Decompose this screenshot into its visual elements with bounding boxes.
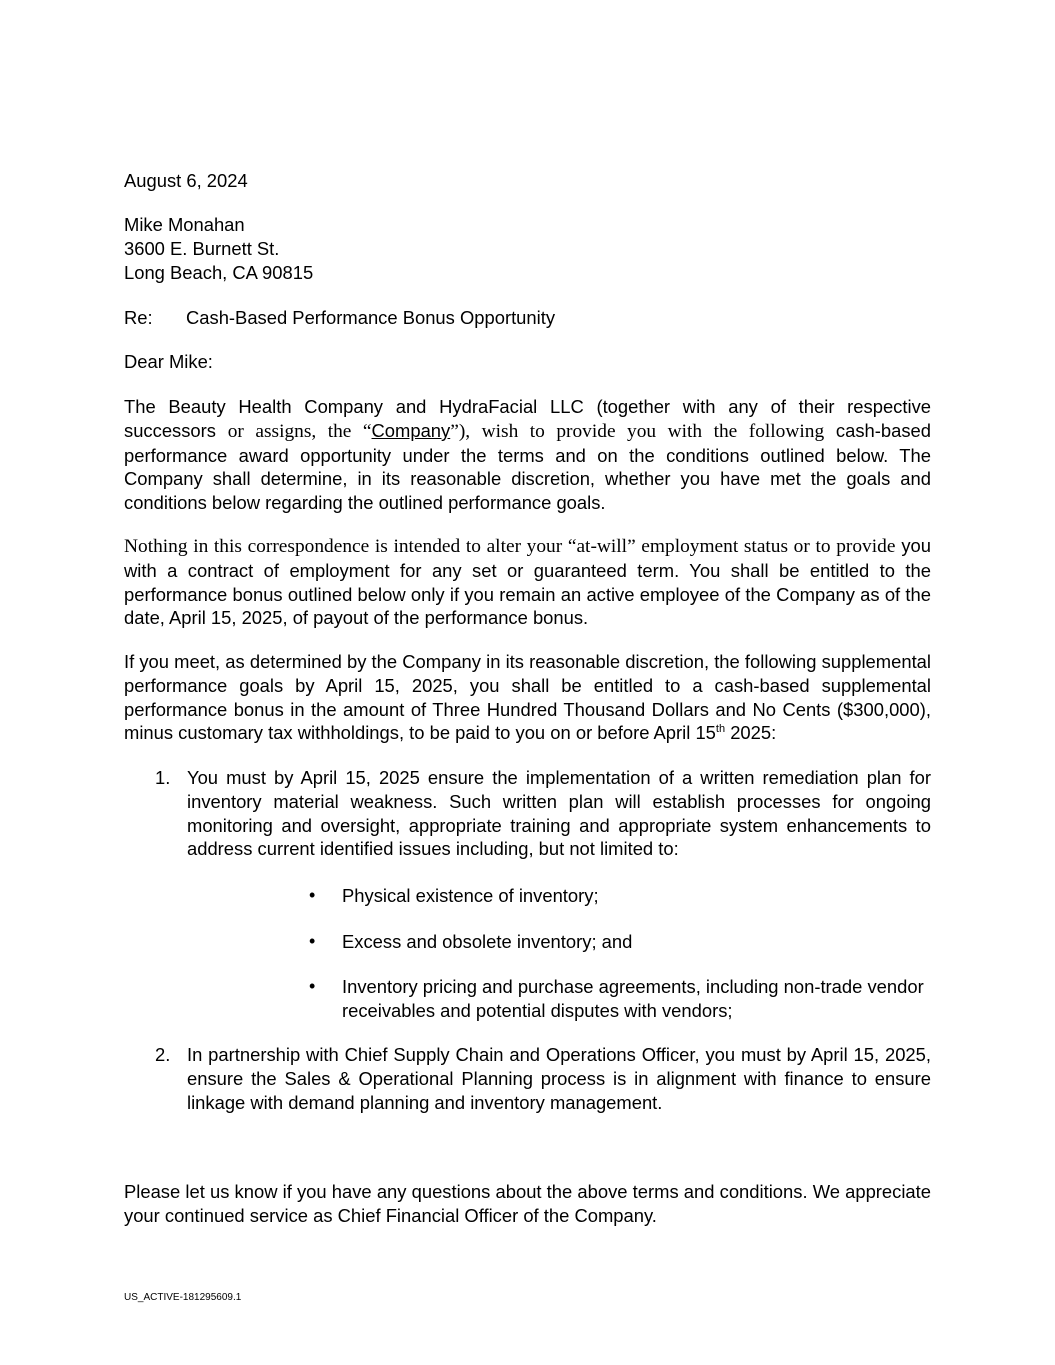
closing-paragraph: Please let us know if you have any questions about the above terms and conditions. We appreciate your continued service as Chief Financial Officer of the Company. — [124, 1181, 931, 1226]
paragraph-bonus-terms — [124, 650, 931, 745]
bullet-item: Excess and obsolete inventory; and — [342, 931, 633, 952]
re-line — [124, 306, 931, 330]
para1-after: cash-based performance award opportunity under the terms and on the conditions outlined below. The Company shall determine, in its reasonable discretion, whether you have met the goals and conditions below regarding the outlined performance goals. — [124, 419, 931, 514]
salutation: Dear Mike: — [124, 351, 213, 372]
paragraph-intro — [124, 395, 931, 515]
bullet-icon: • — [309, 931, 316, 951]
recipient-city: Long Beach, CA 90815 — [124, 261, 314, 283]
bullet-icon: • — [309, 885, 316, 905]
recipient-address — [124, 213, 931, 284]
para1-serif: or assigns, the “ — [227, 420, 372, 442]
re-subject: Cash-Based Performance Bonus Opportunity — [186, 307, 556, 328]
para2-rest: you with a contract of employment for any set or guaranteed term. You shall be entitled to the performance bonus outlined below only if you remain an active employee of the Company as of the date, April 15, 2025, of payout of the performance bonus. — [124, 535, 931, 629]
bullet-icon: • — [309, 976, 316, 996]
para1-before: The Beauty Health Company and HydraFacial LLC (together with any of their respective successors — [124, 396, 931, 441]
recipient-name: Mike Monahan — [124, 214, 245, 235]
recipient-street: 3600 E. Burnett St. — [124, 237, 280, 259]
paragraph-at-will — [124, 534, 931, 630]
para3-text: If you meet, as determined by the Company in its reasonable discretion, the following supplemental performance goals by April 15, 2025, you shall be entitled to a cash-based supplemental performance bonus in the amount of Three Hundred Thousand Dollars and No Cents ($300,000), minus customary tax withholdings, to be paid to you on or before April 15 — [124, 651, 931, 744]
bullet-item: Physical existence of inventory; — [342, 885, 599, 906]
re-label: Re: — [124, 307, 153, 328]
para2-serif: Nothing in this correspondence is intended to alter your “at-will” employment status or to provide — [124, 536, 896, 557]
para3-tail: 2025: — [725, 722, 777, 744]
para1-serif-after: ”), wish to provide you with the following — [450, 420, 825, 442]
goal-text: You must by April 15, 2025 ensure the implementation of a written remediation plan for inventory material weakness. Such written plan will establish processes for ongoing monitoring and oversight, appropriate training and appropriate system enhancements to address current identified issues including, but not limited to: — [187, 767, 931, 860]
goal-text: In partnership with Chief Supply Chain and Operations Officer, you must by April 15, 2025, ensure the Sales & Operational Planning process is in alignment with finance to ensure linkage with demand planning and inventory management. — [187, 1044, 931, 1113]
goal-number: 1. — [155, 767, 171, 788]
bullet-item: Inventory pricing and purchase agreements, including non-trade vendor receivables and potential disputes with vendors; — [342, 976, 924, 1021]
letter-date: August 6, 2024 — [124, 170, 248, 191]
company-defined-term: Company — [371, 419, 451, 441]
goal-number: 2. — [155, 1044, 171, 1065]
document-id: US_ACTIVE-181295609.1 — [124, 1292, 242, 1303]
para3-superscript: th — [715, 723, 726, 736]
